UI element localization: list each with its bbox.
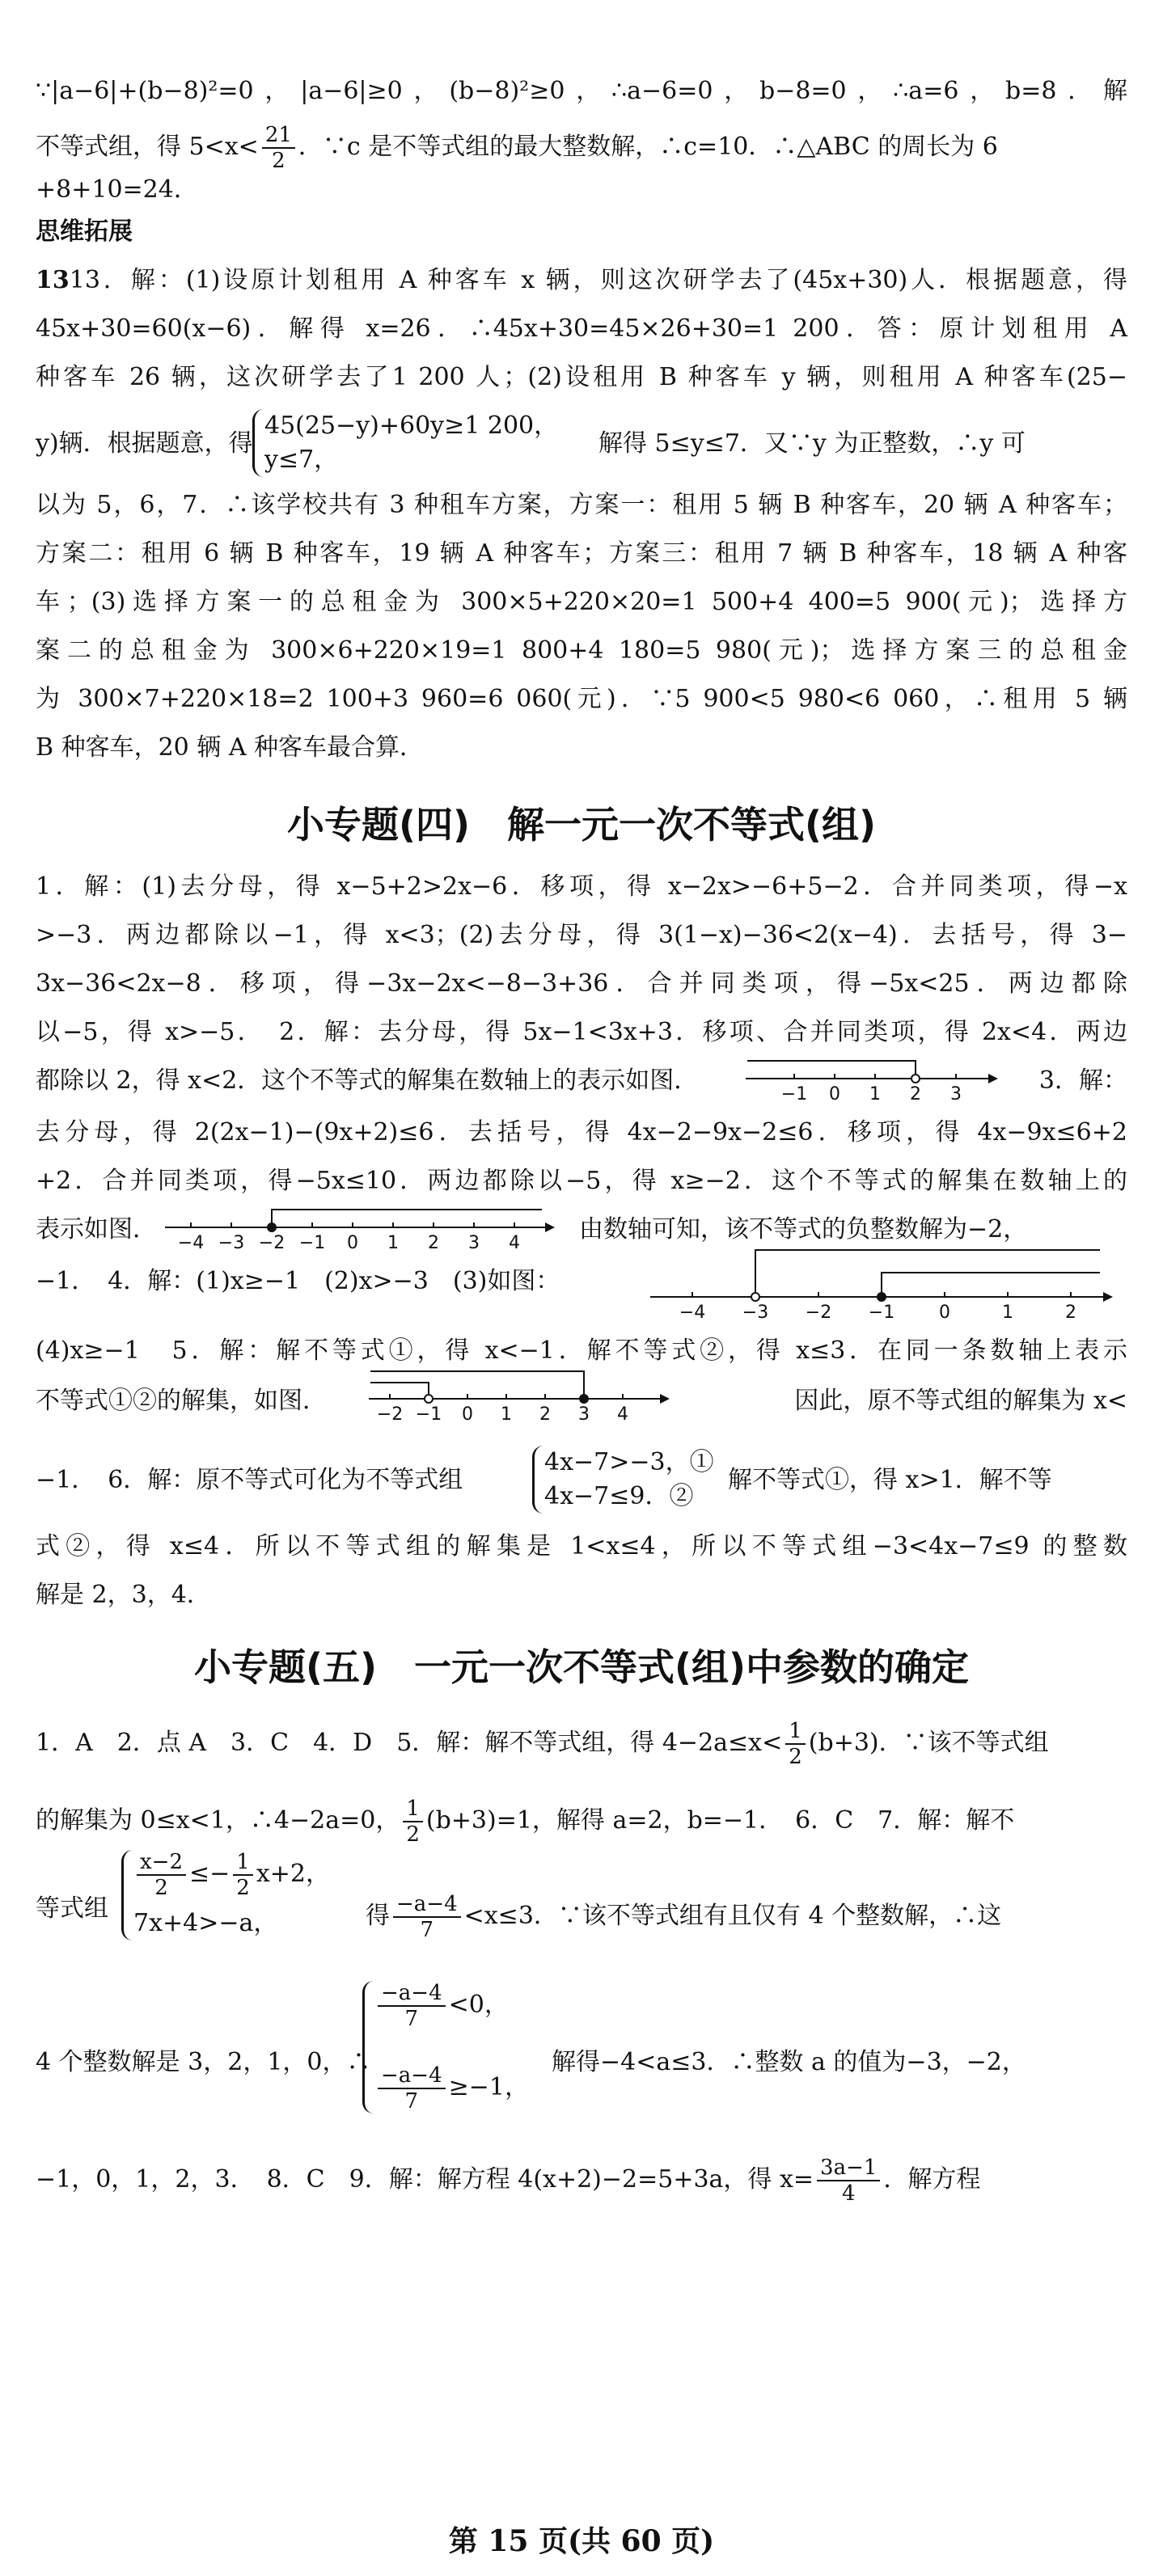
closed-point (268, 1223, 276, 1231)
text-line: 不等式组，得 5<x< $\frac{21}{2}$ ．∵c 是不等式组的最大整数解，∴c=10．∴△ABC 的周长为 6 (36, 123, 998, 173)
text-line: >−3．两边都除以−1，得 x<3；(2)去分母，得 3(1−x)−36<2(x−4)．去括号，得 3− (36, 921, 1127, 949)
fraction: $\frac{1}{2}$ (403, 1797, 423, 1847)
fraction: $\frac{21}{2}$ (262, 123, 295, 173)
number-line-q2 (742, 1046, 1001, 1114)
axis-arrow (1103, 1292, 1113, 1302)
fraction: $\frac{1}{2}$ (785, 1719, 806, 1769)
text-line: 4 个整数解是 3，2，1，0，∴ (36, 2048, 371, 2076)
solution-bracket (747, 1061, 916, 1079)
closed-point (878, 1293, 886, 1301)
text-line: 以为 5，6，7．∴该学校共有 3 种租车方案，方案一：租用 5 辆 B 种客车，20 辆 A 种客车； (36, 491, 1127, 519)
open-point (911, 1075, 920, 1083)
tick-label: 2 (539, 1404, 551, 1425)
text-line: 1313．解：(1)设原计划租用 A 种客车 x 辆，则这次研学去了(45x+30)人．根据题意，得 (36, 266, 1127, 294)
text-line: 车；(3)选择方案一的总租金为 300×5+220×20=1 500+4 400=5 900(元)；选择方 (36, 588, 1127, 616)
text-line: 3x−36<2x−8．移项，得−3x−2x<−8−3+36．合并同类项，得−5x<25．两边都除 (36, 969, 1127, 998)
number-line-q3 (162, 1192, 558, 1265)
text-line: 解是 2，3，4． (36, 1581, 211, 1609)
text-line: ∵|a−6|+(b−8)²=0，|a−6|≥0，(b−8)²≥0，∴a−6=0，b−8=0，∴a=6，b=8．解 (36, 77, 1127, 105)
text-line: 种客车 26 辆，这次研学去了1 200 人；(2)设租用 B 种客车 y 辆，则租用 A 种客车(25− (36, 363, 1127, 391)
tick-label: −1 (868, 1303, 895, 1323)
text-line: 由数轴可知，该不等式的负整数解为−2， (579, 1215, 1028, 1244)
tick-label: 1 (387, 1233, 399, 1253)
tick-label: 4 (617, 1404, 628, 1425)
text-line: 案二的总租金为 300×6+220×19=1 800+4 180=5 980(元)；选择方案三的总租金 (36, 636, 1127, 665)
text-line: 3．解： (1038, 1066, 1127, 1095)
fraction: $\frac{3a-1}{4}$ (817, 2156, 880, 2206)
number-line-q4 (647, 1245, 1116, 1326)
tick-label: −4 (679, 1303, 706, 1323)
tick-label: 3 (578, 1404, 590, 1425)
text-line: 45x+30=60(x−6)．解得 x=26．∴45x+30=45×26+30=1 200．答：原计划租用 A (36, 315, 1127, 343)
section-title: 思维拓展 (36, 217, 133, 246)
tick-label: −2 (258, 1233, 285, 1253)
solution-bracket (882, 1273, 1100, 1297)
tick-label: −3 (218, 1233, 245, 1253)
tick-label: 2 (1065, 1303, 1076, 1323)
tick-label: 0 (462, 1404, 473, 1425)
text-line: 解得 5≤y≤7．又∵y 为正整数，∴y 可 (598, 429, 1026, 458)
text-line: 的解集为 0≤x<1，∴4−2a=0， $\frac{1}{2}$ (b+3)=1，解得 a=2，b=−1． 6．C 7．解：解不 (36, 1797, 1015, 1847)
text-line: 为 300×7+220×18=2 100+3 960=6 060(元)．∵5 900<5 980<6 060，∴租用 5 辆 (36, 685, 1127, 713)
text-line: +8+10=24． (36, 175, 198, 204)
text-line: −1，0，1，2，3． 8．C 9．解：解方程 4(x+2)−2=5+3a，得 x= $\frac{3a-1}{4}$ ．解方程 (36, 2156, 981, 2206)
page-footer: 第 15 页(共 60 页) (448, 2524, 715, 2558)
tick-label: −1 (298, 1233, 326, 1253)
section-heading: 小专题(四) 解一元一次不等式(组) (286, 803, 877, 847)
tick-label: 1 (1002, 1303, 1013, 1323)
tick-label: −1 (780, 1084, 808, 1104)
text-line: 得 $\frac{-a-4}{7}$ <x≤3．∵该不等式组有且仅有 4 个整数解，∴这 (366, 1892, 1002, 1942)
text-line: −1． 6．解：原不等式可化为不等式组 (36, 1466, 463, 1494)
text-line: 不等式①②的解集，如图． (36, 1387, 327, 1415)
tick-label: 3 (468, 1233, 480, 1253)
open-point (751, 1293, 759, 1301)
tick-label: 1 (869, 1084, 881, 1104)
text-line: −1． 4．解：(1)x≥−1 (2)x>−3 (3)如图： (36, 1267, 560, 1295)
open-point (425, 1395, 433, 1403)
tick-label: −2 (376, 1404, 404, 1425)
inequality-system: $\frac{x-2}{2}$ ≤− $\frac{1}{2}$ x+2， 7x+4>−a， (121, 1850, 330, 1940)
tick-label: 2 (428, 1233, 439, 1253)
inequality-system: 4x−7>−3，① 4x−7≤9．② (532, 1446, 714, 1514)
text-line: 去分母，得 2(2x−1)−(9x+2)≤6．去括号，得 4x−2−9x−2≤6．移项，得 4x−9x≤6+2 (36, 1118, 1127, 1147)
fraction: $\frac{-a-4}{7}$ (393, 1892, 461, 1942)
tick-label: −1 (415, 1404, 442, 1425)
axis-arrow (660, 1394, 670, 1404)
text-line: 式②，得 x≤4．所以不等式组的解集是 1<x≤4，所以不等式组−3<4x−7≤9 的整数 (36, 1532, 1127, 1560)
text-line: B 种客车，20 辆 A 种客车最合算． (36, 733, 425, 762)
text-line: 1．解：(1)去分母，得 x−5+2>2x−6．移项，得 x−2x>−6+5−2．合并同类项，得−x (36, 872, 1127, 901)
tick-label: −2 (805, 1303, 832, 1323)
tick-label: 0 (829, 1084, 840, 1104)
text-line: 因此，原不等式组的解集为 x< (794, 1387, 1127, 1415)
closed-point (580, 1395, 588, 1403)
tick-label: −3 (742, 1303, 769, 1323)
tick-label: 2 (910, 1084, 921, 1104)
text-line: +2．合并同类项，得−5x≤10．两边都除以−5，得 x≥−2．这个不等式的解集在数轴上的 (36, 1167, 1127, 1195)
tick-label: −4 (177, 1233, 205, 1253)
axis-arrow (545, 1223, 555, 1232)
number-line-q5 (366, 1366, 673, 1434)
text-line: 方案二：租用 6 辆 B 种客车，19 辆 A 种客车；方案三：租用 7 辆 B 种客车，18 辆 A 种客 (36, 539, 1127, 568)
text-line: 等式组 (36, 1894, 108, 1923)
solution-bracket (370, 1371, 584, 1399)
tick-label: 4 (509, 1233, 520, 1253)
tick-label: 0 (347, 1233, 358, 1253)
text-line: 以−5，得 x>−5． 2．解：去分母，得 5x−1<3x+3．移项、合并同类项，得 2x<4．两边 (36, 1018, 1127, 1046)
inequality-system: $\frac{-a-4}{7}$ <0， $\frac{-a-4}{7}$ ≥−1， (362, 1981, 529, 2114)
text-line: y)辆．根据题意，得 (36, 429, 253, 458)
text-line: 解得−4<a≤3．∴整数 a 的值为−3，−2， (552, 2048, 1026, 2076)
solution-bracket (370, 1383, 429, 1399)
text-line: 表示如图． (36, 1215, 157, 1244)
inequality-system: 45(25−y)+60y≥1 200， y≤7， (252, 409, 558, 477)
section-heading: 小专题(五) 一元一次不等式(组)中参数的确定 (193, 1645, 970, 1689)
tick-label: 1 (501, 1404, 512, 1425)
text-line: (4)x≥−1 5．解：解不等式①，得 x<−1．解不等式②，得 x≤3．在同一条数轴上表示 (36, 1337, 1127, 1365)
tick-label: 3 (950, 1084, 962, 1104)
text-line: 解不等式①，得 x>1．解不等 (728, 1466, 1052, 1494)
text-line: 1．A 2．点 A 3．C 4．D 5．解：解不等式组，得 4−2a≤x< $\frac{1}{2}$ (b+3)．∵该不等式组 (36, 1719, 1049, 1769)
text-line: 都除以 2，得 x<2．这个不等式的解集在数轴上的表示如图． (36, 1066, 699, 1095)
tick-label: 0 (939, 1303, 950, 1323)
axis-arrow (988, 1074, 998, 1083)
